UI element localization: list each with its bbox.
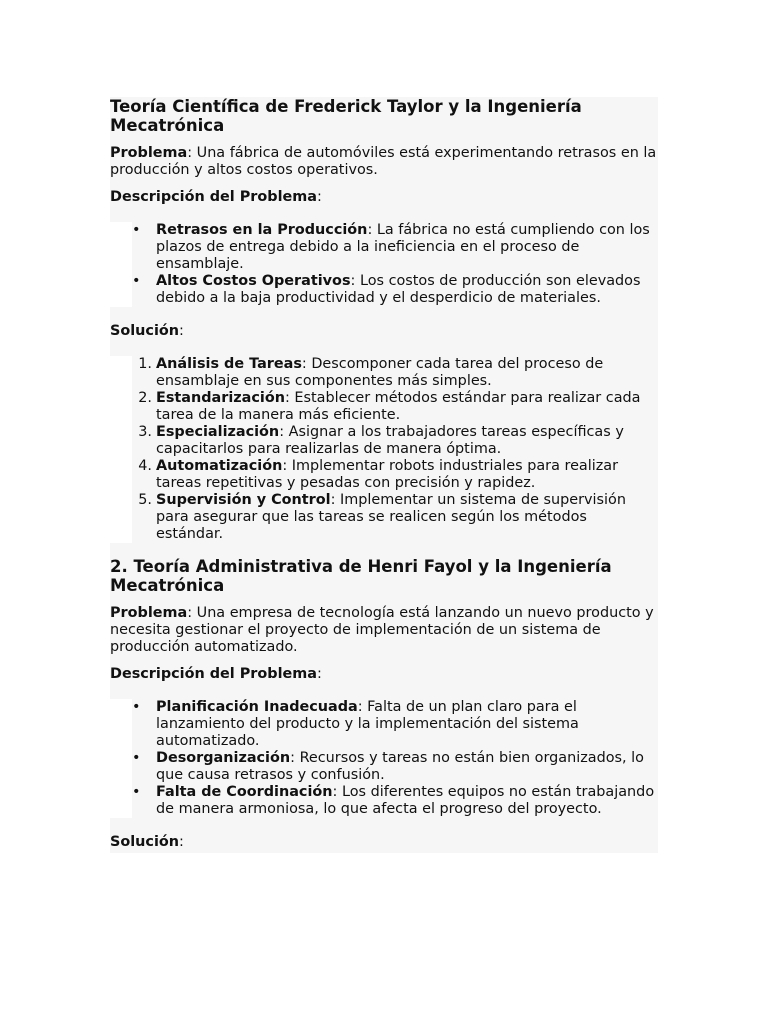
section2-solution-label: Solución [110, 834, 180, 850]
step-number: 4. [138, 458, 152, 474]
section2-description-colon: : [316, 666, 322, 682]
section1-description-label: Descripción del Problema [110, 189, 317, 205]
section2-description-label: Descripción del Problema [110, 666, 317, 682]
list-item [132, 222, 658, 273]
step-text: : Asignar a los trabajadores tareas específicas y capacitarlos para realizarlas de manera óptima. [156, 424, 624, 457]
step-label: Supervisión y Control [156, 492, 331, 508]
list-item [132, 273, 658, 307]
bullet-icon: • [132, 222, 141, 238]
section2-bullet-list [110, 699, 658, 818]
section2-solution-colon: : [179, 834, 184, 850]
step-label: Estandarización [156, 390, 285, 406]
bullet-label: Falta de Coordinación [156, 784, 333, 800]
step-text: : Establecer métodos estándar para realizar cada tarea de la manera más eficiente. [156, 390, 641, 423]
bullet-label: Desorganización [156, 750, 291, 766]
section1-description-heading [110, 189, 658, 206]
section1-solution-colon: : [179, 323, 184, 339]
section1-problem-text: : Una fábrica de automóviles está experimentando retrasos en la producción y altos costos operativos. [110, 145, 657, 178]
step-text: : Implementar robots industriales para realizar tareas repetitivas y pesadas con precisión y rapidez. [156, 458, 619, 491]
section1-problem [110, 145, 658, 179]
section2-problem-label: Problema [110, 605, 188, 621]
section2-description-heading [110, 666, 658, 683]
bullet-text: : Los costos de producción son elevados debido a la baja productividad y el desperdicio de materiales. [156, 273, 641, 306]
list-item [138, 458, 658, 492]
bullet-icon: • [132, 273, 141, 289]
bullet-label: Altos Costos Operativos [156, 273, 351, 289]
list-item [138, 492, 658, 543]
section1-steps-list [110, 356, 658, 543]
bullet-label: Planificación Inadecuada [156, 699, 358, 715]
step-label: Análisis de Tareas [156, 356, 302, 372]
bullet-icon: • [132, 784, 141, 800]
bullet-text: : Los diferentes equipos no están trabajando de manera armoniosa, lo que afecta el progreso del proyecto. [156, 784, 655, 817]
step-label: Automatización [156, 458, 283, 474]
bullet-text: : Recursos y tareas no están bien organizados, lo que causa retrasos y confusión. [156, 750, 644, 783]
bullet-text: : La fábrica no está cumpliendo con los plazos de entrega debido a la ineficiencia en el proceso de ensamblaje. [156, 222, 650, 272]
document-content [110, 97, 658, 853]
step-number: 3. [138, 424, 152, 440]
section1-title: Teoría Científica de Frederick Taylor y la Ingeniería Mecatrónica [110, 97, 582, 135]
section1-solution-label: Solución [110, 323, 180, 339]
section1-problem-label: Problema [110, 145, 188, 161]
step-text: : Implementar un sistema de supervisión para asegurar que las tareas se realicen según los métodos estándar. [156, 492, 626, 542]
list-item [132, 784, 658, 818]
list-item [138, 424, 658, 458]
section2-solution-heading [110, 834, 658, 851]
bullet-text: : Falta de un plan claro para el lanzamiento del producto y la implementación del sistema automatizado. [156, 699, 579, 749]
list-item [138, 390, 658, 424]
section1-description-colon: : [316, 189, 322, 205]
section1-bullet-list [110, 222, 658, 307]
bullet-icon: • [132, 750, 141, 766]
section2-problem [110, 605, 658, 656]
step-text: : Descomponer cada tarea del proceso de ensamblaje en sus componentes más simples. [156, 356, 604, 389]
list-item [132, 750, 658, 784]
step-number: 1. [138, 356, 152, 372]
step-number: 2. [138, 390, 152, 406]
bullet-label: Retrasos en la Producción [156, 222, 368, 238]
step-label: Especialización [156, 424, 280, 440]
section1-solution-heading [110, 323, 658, 340]
section2-problem-text: : Una empresa de tecnología está lanzando un nuevo producto y necesita gestionar el proyecto de implementación de un sistema de producción automatizado. [110, 605, 654, 655]
section2-title: 2. Teoría Administrativa de Henri Fayol y la Ingeniería Mecatrónica [110, 557, 612, 595]
bullet-icon: • [132, 699, 141, 715]
list-item [138, 356, 658, 390]
list-item [132, 699, 658, 750]
step-number: 5. [138, 492, 152, 508]
